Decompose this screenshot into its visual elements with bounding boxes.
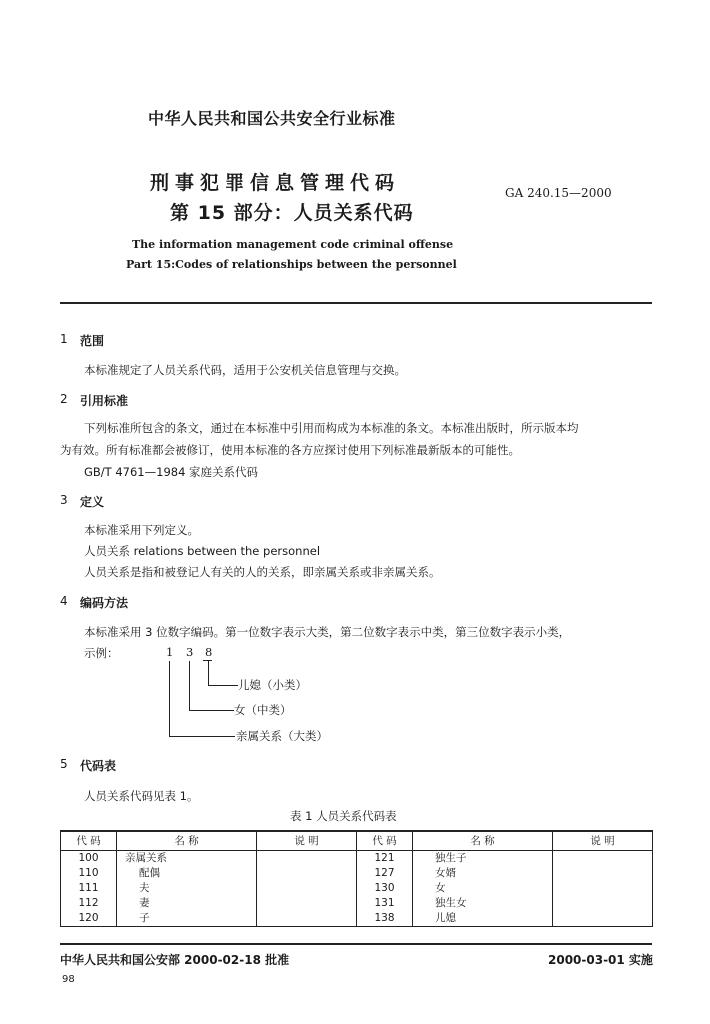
cell-code: 112 [61, 896, 117, 911]
table-row [61, 896, 653, 911]
cell-name: 女婿 [413, 866, 553, 881]
section-2-body-line2: 为有效。所有标准都会被修订，使用本标准的各方应探讨使用下列标准最新版本的可能性。 [60, 443, 520, 457]
example-digit-3: 8 [205, 645, 213, 659]
standard-subtitle-cn: 第 15 部分：人员关系代码 [170, 202, 414, 224]
section-4-title: 编码方法 [80, 596, 129, 610]
label-medium-category: 女（中类） [234, 703, 292, 717]
cell-code: 127 [357, 866, 413, 881]
table-row [61, 911, 653, 927]
cell-name: 独生女 [413, 896, 553, 911]
bracket-small-vertical [208, 661, 209, 685]
section-5-title: 代码表 [80, 759, 117, 773]
bracket-large-vertical [169, 661, 170, 736]
cell-note [553, 896, 653, 911]
standard-title-cn: 刑事犯罪信息管理代码 [150, 172, 401, 194]
example-digit-1: 1 [166, 645, 174, 659]
section-4-number: 4 [60, 594, 68, 608]
table-header-row [61, 831, 653, 851]
cell-name: 夫 [117, 881, 257, 896]
section-4-body: 本标准采用 3 位数字编码。第一位数字表示大类，第二位数字表示中类，第三位数字表示小类， [84, 625, 571, 639]
cell-note [257, 866, 357, 881]
cell-code: 100 [61, 851, 117, 867]
cell-note [553, 911, 653, 927]
example-digit-2: 3 [186, 645, 194, 659]
cell-code: 111 [61, 881, 117, 896]
cell-note [257, 896, 357, 911]
table-row [61, 866, 653, 881]
bracket-medium-vertical [189, 661, 190, 710]
section-1-number: 1 [60, 332, 68, 346]
header-code-2: 代 码 [357, 831, 413, 851]
header-name-1: 名 称 [117, 831, 257, 851]
approval-line: 中华人民共和国公安部 2000-02-18 批准 [60, 953, 290, 967]
page-number: 98 [62, 974, 75, 985]
label-small-category: 儿媳（小类） [238, 678, 307, 692]
header-name-2: 名 称 [413, 831, 553, 851]
cell-name: 独生子 [413, 851, 553, 867]
cell-name: 亲属关系 [117, 851, 257, 867]
effective-date: 2000-03-01 实施 [548, 953, 653, 967]
header-divider [60, 302, 652, 304]
table-caption: 表 1 人员关系代码表 [290, 809, 397, 823]
relationship-code-table [60, 830, 653, 927]
section-3-term: 人员关系 relations between the personnel [84, 544, 321, 558]
cell-name: 女 [413, 881, 553, 896]
section-2-body-line1: 下列标准所包含的条文，通过在本标准中引用而构成为本标准的条文。本标准出版时，所示版本均 [84, 421, 579, 435]
section-5-number: 5 [60, 757, 68, 771]
cell-note [257, 851, 357, 867]
cell-code: 138 [357, 911, 413, 927]
example-label: 示例： [84, 646, 119, 660]
header-code-1: 代 码 [61, 831, 117, 851]
cell-code: 120 [61, 911, 117, 927]
cell-code: 130 [357, 881, 413, 896]
standard-subtitle-en: Part 15:Codes of relationships between the personnel [126, 258, 457, 271]
standard-code: GA 240.15—2000 [505, 186, 612, 200]
standard-title-en: The information management code criminal offense [132, 238, 454, 251]
section-5-body: 人员关系代码见表 1。 [84, 789, 199, 803]
cell-note [257, 881, 357, 896]
cell-code: 131 [357, 896, 413, 911]
label-large-category: 亲属关系（大类） [236, 729, 328, 743]
table-row [61, 851, 653, 867]
cell-code: 110 [61, 866, 117, 881]
cell-name: 儿媳 [413, 911, 553, 927]
bracket-medium-horizontal [189, 710, 234, 711]
cell-note [553, 866, 653, 881]
section-2-reference: GB/T 4761—1984 家庭关系代码 [84, 465, 259, 479]
header-note-1: 说 明 [257, 831, 357, 851]
header-note-2: 说 明 [553, 831, 653, 851]
section-3-body-line2: 人员关系是指和被登记人有关的人的关系，即亲属关系或非亲属关系。 [84, 565, 441, 579]
cell-note [553, 851, 653, 867]
cell-note [257, 911, 357, 927]
cell-name: 子 [117, 911, 257, 927]
cell-name: 配偶 [117, 866, 257, 881]
section-3-number: 3 [60, 493, 68, 507]
cell-code: 121 [357, 851, 413, 867]
section-1-title: 范围 [80, 334, 105, 348]
bracket-large-horizontal [169, 736, 235, 737]
section-1-body: 本标准规定了人员关系代码，适用于公安机关信息管理与交换。 [84, 363, 406, 377]
bracket-small-horizontal [208, 685, 238, 686]
table-row [61, 881, 653, 896]
section-3-title: 定义 [80, 495, 105, 509]
cell-note [553, 881, 653, 896]
cell-name: 妻 [117, 896, 257, 911]
issuing-body-title: 中华人民共和国公共安全行业标准 [148, 109, 396, 128]
footer-divider [60, 943, 652, 945]
section-2-title: 引用标准 [80, 394, 129, 408]
section-3-body-line1: 本标准采用下列定义。 [84, 523, 199, 537]
section-2-number: 2 [60, 392, 68, 406]
